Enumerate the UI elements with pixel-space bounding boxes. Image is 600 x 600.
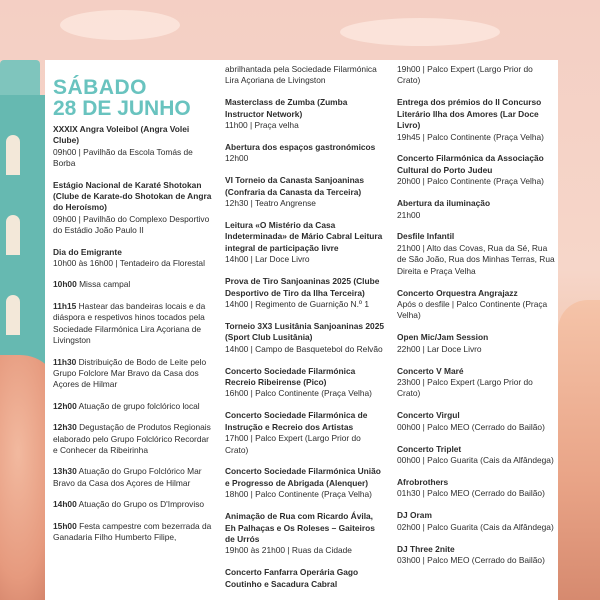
entry-detail: 00h00 | Palco MEO (Cerrado do Bailão) [397, 421, 545, 432]
entry-detail: 12h00 [225, 153, 249, 164]
entry-time: 11h30 [53, 356, 77, 367]
schedule-entry [225, 276, 385, 310]
schedule-column-3 [397, 60, 557, 600]
entry-detail: 21h00 | Alto das Covas, Rua da Sé, Rua de São João, Rua dos Minhas Terras, Rua Direita e Praça Velha [397, 242, 555, 276]
entry-detail: 14h00 | Regimento de Guarnição N.º 1 [225, 299, 369, 309]
timed-entry [53, 499, 213, 510]
timed-entry [53, 422, 213, 456]
entry-detail: 19h45 | Palco Continente (Praça Velha) [397, 131, 544, 142]
schedule-entry [225, 366, 385, 400]
entry-detail: 14h00 | Campo de Basquetebol do Relvão [225, 343, 383, 354]
entry-title: Leitura «O Mistério da Casa Indeterminada» de Mário Cabral Leitura integral de participação livre [225, 220, 383, 253]
entry-text: Hastear das bandeiras locais e da diáspora e respetivos hinos tocados pela Sociedade Filarmónica Lira Açoriana de Livingston [53, 300, 206, 346]
schedule-entry [53, 247, 213, 270]
entry-detail: 00h00 | Palco Guarita (Cais da Alfândega) [397, 455, 554, 466]
entry-detail: 01h30 | Palco MEO (Cerrado do Bailão) [397, 488, 545, 499]
schedule-entry [397, 153, 557, 187]
entry-text: Distribuição de Bodo de Leite pelo Grupo Folclore Mar Bravo da Casa dos Açores de Hilmar [53, 356, 207, 390]
schedule-entry [225, 220, 385, 266]
entry-title: Concerto Fanfarra Operária Gago Coutinho e Sacadura Cabral [225, 567, 359, 589]
entry-text: Atuação de grupo folclórico local [78, 400, 200, 411]
entry-detail: 18h00 | Palco Continente (Praça Velha) [225, 489, 372, 500]
entry-text: Festa campestre com bezerrada da Ganadaria Filho Humberto Filipe, [53, 520, 212, 542]
entry-detail: 20h00 | Palco Continente (Praça Velha) [397, 176, 544, 187]
date-heading: 28 DE JUNHO [53, 97, 191, 120]
entry-title: Entrega dos prémios do II Concurso Literário Ilha dos Amores (Lar Doce Livro) [397, 97, 542, 131]
entry-detail: 10h00 às 16h00 | Tentadeiro da Florestal [53, 258, 205, 269]
schedule-entry [397, 510, 557, 533]
schedule-column-2 [225, 60, 385, 600]
entry-detail: 19h00 às 21h00 | Ruas da Cidade [225, 545, 352, 556]
entry-title: DJ Three 2nite [397, 543, 455, 554]
entry-title: Torneio 3X3 Lusitânia Sanjoaninas 2025 (Sport Club Lusitânia) [225, 320, 385, 343]
schedule-entry [53, 124, 213, 170]
entry-time: 11h15 [53, 300, 77, 311]
schedule-entry [397, 64, 557, 87]
day-heading: SÁBADO [53, 76, 148, 99]
schedule-entry [397, 444, 557, 467]
entry-detail: 09h00 | Pavilhão do Complexo Desportivo do Estádio João Paulo II [53, 213, 210, 236]
schedule-entry [397, 477, 557, 500]
schedule-entry [397, 366, 557, 400]
entry-detail: 12h30 | Teatro Angrense [225, 198, 316, 209]
entry-detail: 22h00 | Lar Doce Livro [397, 343, 482, 354]
entry-title: XXXIX Angra Voleibol (Angra Volei Clube) [53, 124, 190, 146]
entry-detail: 14h00 | Lar Doce Livro [225, 254, 310, 265]
entry-detail: 09h00 | Pavilhão da Escola Tomás de Borba [53, 146, 193, 169]
entry-detail: 03h00 | Palco MEO (Cerrado do Bailão) [397, 555, 545, 565]
entry-detail: Após o desfile | Palco Continente (Praça Velha) [397, 299, 548, 321]
entry-title: Concerto Sociedade Filarmónica Recreio Ribeirense (Pico) [225, 365, 356, 388]
entry-title: Abertura da iluminação [397, 198, 491, 209]
entry-detail: 23h00 | Palco Expert (Largo Prior do Crato) [397, 377, 533, 399]
entry-detail: abrilhantada pela Sociedade Filarmónica Lira Açoriana de Livingston [225, 64, 377, 86]
entry-detail: 19h00 | Palco Expert (Largo Prior do Crato) [397, 64, 533, 86]
entry-title: Concerto Triplet [397, 443, 462, 454]
entry-title: VI Torneio da Canasta Sanjoaninas (Confraria da Canasta da Terceira) [225, 175, 364, 197]
schedule-entry [397, 97, 557, 143]
entry-title: DJ Oram [397, 510, 432, 521]
entry-time: 10h00 [53, 279, 77, 290]
background-cloud [60, 10, 180, 40]
schedule-entry [225, 567, 385, 590]
entry-title: Dia do Emigrante [53, 246, 122, 257]
entry-title: Concerto Sociedade Filarmónica de Instrução e Recreio dos Artistas [225, 410, 368, 432]
entry-time: 12h00 [53, 400, 77, 411]
entry-detail: 17h00 | Palco Expert (Largo Prior do Crato) [225, 433, 361, 455]
entry-text: Missa campal [79, 279, 131, 290]
timed-entry [53, 466, 213, 489]
schedule-entry [225, 142, 385, 165]
entry-title: Animação de Rua com Ricardo Ávila, Eh Palhaças e Os Roleses – Gaiteiros de Urrós [225, 511, 375, 544]
schedule-column-1 [53, 60, 213, 600]
background-cloud [340, 18, 500, 46]
schedule-entry [225, 410, 385, 456]
entry-title: Open Mic/Jam Session [397, 332, 489, 343]
schedule-entry [397, 332, 557, 355]
schedule-entry [397, 410, 557, 433]
entry-detail: 11h00 | Praça velha [225, 120, 299, 131]
schedule-entry [225, 175, 385, 209]
timed-entry [53, 521, 213, 544]
schedule-entry [397, 198, 557, 221]
entry-title: Concerto Orquestra Angrajazz [397, 287, 518, 298]
entry-title: Prova de Tiro Sanjoaninas 2025 (Clube Desportivo de Tiro da Ilha Terceira) [225, 276, 380, 298]
entry-title: Concerto V Maré [397, 365, 464, 376]
background-figure-right [558, 300, 600, 600]
entry-detail: 16h00 | Palco Continente (Praça Velha) [225, 388, 372, 399]
timed-entry [53, 401, 213, 412]
schedule-entry [225, 511, 385, 557]
entry-title: Afrobrothers [397, 476, 449, 487]
entry-time: 13h30 [53, 466, 77, 477]
entry-detail: 21h00 [397, 209, 421, 220]
timed-entry [53, 357, 213, 391]
entry-time: 15h00 [53, 520, 77, 531]
timed-entry [53, 301, 213, 347]
entry-time: 14h00 [53, 499, 77, 510]
background-tower-top [0, 60, 40, 100]
schedule-entry [397, 544, 557, 567]
timed-entry [53, 279, 213, 290]
schedule-entry [225, 321, 385, 355]
schedule-entry [53, 180, 213, 237]
entry-text: Degustação de Produtos Regionais elaborado pelo Grupo Folclórico Recordar e Conhecer da Ribeirinha [53, 422, 211, 455]
entry-title: Abertura dos espaços gastronómicos [225, 142, 376, 153]
schedule-entry [225, 466, 385, 500]
schedule-entry [225, 64, 385, 87]
entry-text: Atuação do Grupo Folclórico Mar Bravo da Casa dos Açores de Hilmar [53, 466, 202, 488]
schedule-card [45, 60, 558, 600]
schedule-entry [397, 231, 557, 277]
entry-detail: 02h00 | Palco Guarita (Cais da Alfândega) [397, 521, 554, 532]
entry-title: Concerto Filarmónica da Associação Cultural do Porto Judeu [397, 153, 544, 175]
entry-title: Concerto Sociedade Filarmónica União e Progresso de Abrigada (Alenquer) [225, 466, 381, 488]
entry-text: Atuação do Grupo os D'Improviso [78, 499, 205, 510]
entry-title: Concerto Virgul [397, 410, 460, 421]
entry-title: Masterclass de Zumba (Zumba Instructor Network) [225, 97, 348, 119]
schedule-entry [397, 288, 557, 322]
schedule-entry [225, 97, 385, 131]
entry-title: Estágio Nacional de Karaté Shotokan (Clube de Karate-do Shotokan de Angra do Heroísmo) [53, 179, 212, 213]
entry-title: Desfile Infantil [397, 231, 455, 242]
entry-time: 12h30 [53, 422, 77, 433]
